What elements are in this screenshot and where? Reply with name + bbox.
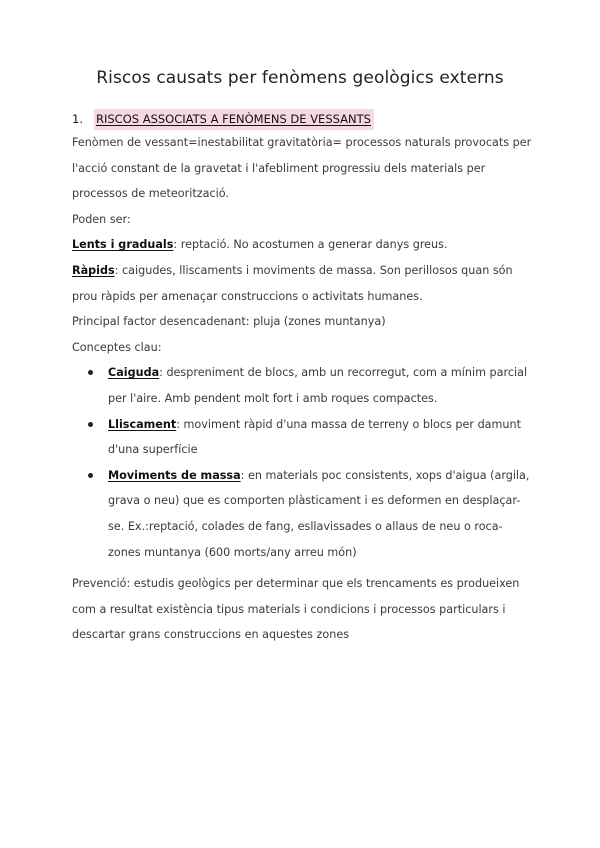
prevention-paragraph: Prevenció: estudis geològics per determinar que els trencaments es produeixen com a resultat existència tipus materials i condicions i processos particulars i descartar grans construccions en aquestes zones bbox=[72, 577, 520, 642]
factor-paragraph: Principal factor desencadenant: pluja (zones muntanya) bbox=[72, 315, 386, 329]
lents-term: Lents i graduals bbox=[72, 238, 174, 252]
list-item bbox=[72, 412, 532, 463]
bullet-icon bbox=[88, 422, 93, 427]
conceptes-label: Conceptes clau: bbox=[72, 340, 162, 354]
concept-text: : moviment ràpid d'una massa de terreny o blocs per damunt d'una superfície bbox=[108, 417, 521, 457]
rapids-term: Ràpids bbox=[72, 263, 115, 277]
lents-paragraph bbox=[72, 232, 532, 258]
concept-term: Caiguda bbox=[108, 366, 160, 380]
section-number: 1. bbox=[72, 112, 83, 126]
lents-text: : reptació. No acostumen a generar danys greus. bbox=[173, 238, 448, 252]
bullet-icon bbox=[88, 473, 93, 478]
document-title: Riscos causats per fenòmens geològics externs bbox=[96, 68, 504, 88]
concept-text: : despreniment de blocs, amb un recorregut, com a mínim parcial per l'aire. Amb pendent molt fort i amb roques compactes. bbox=[108, 366, 528, 405]
concept-text: : en materials poc consistents, xops d'aigua (argila, grava o neu) que es comporten plàsticament i es deformen en desplaçar-se. Ex.:reptació, colades de fang, esllavissades o allaus de neu o roca- zones muntanya (600 morts/any arreu món) bbox=[108, 468, 530, 559]
section-heading bbox=[72, 109, 374, 130]
document-body bbox=[72, 130, 532, 648]
concepts-list bbox=[72, 360, 532, 565]
list-item bbox=[72, 463, 532, 565]
list-item bbox=[72, 360, 532, 411]
concept-term: Lliscament bbox=[108, 417, 177, 431]
definition-paragraph: Fenòmen de vessant=inestabilitat gravitatòria= processos naturals provocats per l'acció constant de la gravetat i l'afebliment progressiu dels materials per processos de meteorització. bbox=[72, 136, 532, 201]
section-heading-text: RISCOS ASSOCIATS A FENÒMENS DE VESSANTS bbox=[94, 109, 374, 130]
concept-term: Moviments de massa bbox=[108, 468, 241, 482]
bullet-icon bbox=[88, 370, 93, 375]
rapids-text: : caigudes, lliscaments i moviments de massa. Son perillosos quan són prou ràpids per amenaçar construccions o activitats humanes. bbox=[72, 263, 513, 303]
rapids-paragraph bbox=[72, 258, 532, 309]
poden-ser-line: Poden ser: bbox=[72, 212, 131, 226]
